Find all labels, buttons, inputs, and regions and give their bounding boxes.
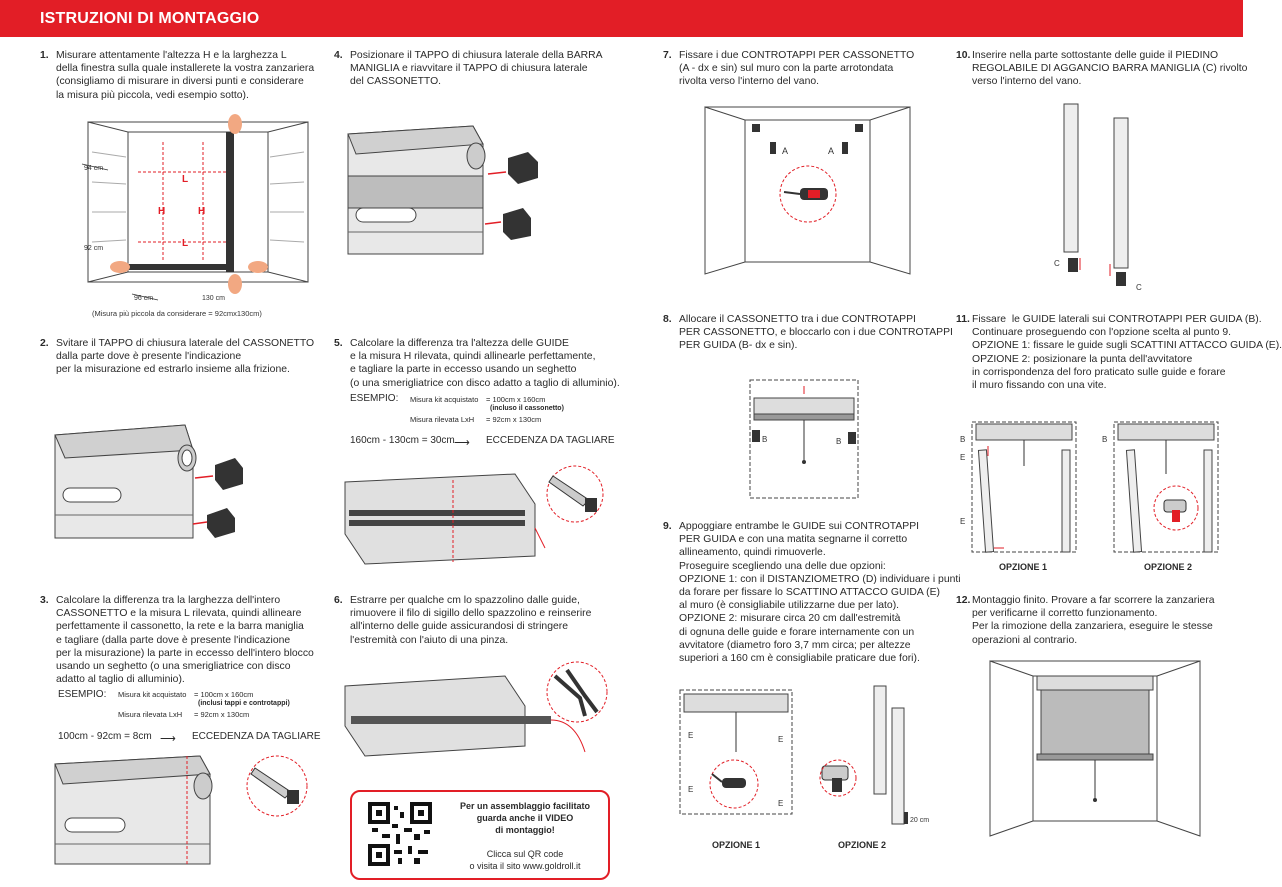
qr-text bbox=[450, 800, 600, 872]
label-e-3: E bbox=[688, 785, 694, 794]
step-text: Fissare i due CONTROTAPPI PER CASSONETTO (A - dx e sin) sul muro con la parte arrotondata rivolta verso l'interno del vano. bbox=[679, 50, 915, 88]
label-a-right: A bbox=[828, 146, 835, 156]
example5-kit-value: = 100cm x 160cm bbox=[486, 395, 546, 404]
qr-line-1: Per un assemblaggio facilitato bbox=[459, 801, 591, 811]
label-a-left: A bbox=[782, 146, 789, 156]
guide-cut-figure bbox=[345, 464, 615, 574]
brush-pliers-figure bbox=[345, 656, 615, 776]
step-number: 4. bbox=[334, 50, 343, 61]
fig9-option2-caption: OPZIONE 2 bbox=[838, 840, 887, 850]
page-title: ISTRUZIONI DI MONTAGGIO bbox=[40, 10, 260, 27]
screwdriver-icon bbox=[712, 774, 746, 788]
wall-caps-figure bbox=[700, 102, 915, 277]
label-c-right: C bbox=[1136, 283, 1142, 292]
step-text: Fissare le GUIDE laterali sui CONTROTAPPI PER GUIDA (B). Continuare proseguendo con l'opzione scelta al punto 9. OPZIONE 1: fissare le guide sugli SCATTINI ATTACCO GUIDA (E). OPZIONE 2: posizionare la punta dell'avvitatore in corrispondenza del foro praticato sulle guide e forare il muro fissando con una vite. bbox=[972, 314, 1282, 392]
qr-code-icon[interactable] bbox=[368, 802, 432, 866]
example3-kit-label: Misura kit acquistato bbox=[118, 690, 187, 699]
label-e-bottom: E bbox=[960, 517, 966, 526]
step-text: Allocare il CASSONETTO tra i due CONTROTAPPI PER CASSONETTO, e bloccarlo con i due CONTROTAPPI PER GUIDA (B- dx e sin). bbox=[679, 314, 953, 352]
example3-calc: 100cm - 92cm = 8cm bbox=[58, 731, 152, 742]
step-number: 12. bbox=[956, 595, 971, 606]
step-number: 7. bbox=[663, 50, 672, 61]
example3-result: ECCEDENZA DA TAGLIARE bbox=[192, 731, 321, 742]
measure-left: 92 cm bbox=[84, 245, 104, 252]
step-text: Posizionare il TAPPO di chiusura laterale della BARRA MANIGLIA e riavvitare il TAPPO di chiusura laterale del CASSONETTO. bbox=[350, 50, 603, 88]
step-number: 5. bbox=[334, 338, 343, 349]
example3-kit-value: = 100cm x 160cm bbox=[194, 690, 254, 699]
example5-meas-label: Misura rilevata LxH bbox=[410, 415, 475, 424]
window-measure-figure bbox=[78, 112, 318, 332]
example3-meas-value: = 92cm x 130cm bbox=[194, 710, 250, 719]
fig11-option2-caption: OPZIONE 2 bbox=[1144, 562, 1193, 572]
label-e-2: E bbox=[778, 735, 784, 744]
example5-title: ESEMPIO: bbox=[350, 393, 399, 404]
example5-meas-value: = 92cm x 130cm bbox=[486, 415, 542, 424]
step-text: Estrarre per qualche cm lo spazzolino dalle guide, rimuovere il filo di sigillo dello spazzolino e reinserire all'interno delle guide assicurandosi di stringere l'estremità con l'aiuto di una pinza. bbox=[350, 595, 592, 646]
example5-result: ECCEDENZA DA TAGLIARE bbox=[486, 435, 615, 446]
step-text: Misurare attentamente l'altezza H e la larghezza L della finestra sulla quale installerete la vostra zanzariera (consigliamo di misurare in diversi punti e considerare la misura più piccola, vedi esempio sotto). bbox=[56, 50, 315, 101]
step-number: 9. bbox=[663, 521, 672, 532]
option2-drill-figure bbox=[818, 682, 943, 832]
qr-line-3: di montaggio! bbox=[495, 825, 555, 835]
qr-banner[interactable] bbox=[350, 790, 610, 880]
step-number: 6. bbox=[334, 595, 343, 606]
step-text: Appoggiare entrambe le GUIDE sui CONTROTAPPI PER GUIDA e con una matita segnarne il corretto allineamento, quindi rimuoverle. Proseguire scegliendo una delle due opzioni: OPZIONE 1: con il DISTANZIOMETRO (D) individuare i punti da forare per fissare lo SCATTINO ATTACCO GUIDA (E) al muro (è consigliabile utilizzarne due per lato). OPZIONE 2: misurare circa 20 cm dall'estremità di ognuna delle guide e forare internamente con un avvitatore (diametro foro 3,7 mm circa; per altezze superiori a 160 cm è consigliabile praticare due fori). bbox=[679, 521, 961, 665]
drill-icon bbox=[822, 766, 848, 792]
screwdriver-icon bbox=[784, 188, 828, 200]
cassette-cap-figure bbox=[55, 420, 265, 545]
step-number: 11. bbox=[956, 314, 970, 325]
cassette-cut-figure bbox=[55, 752, 315, 867]
example3-kit-note: (inclusi tappi e controtappi) bbox=[198, 700, 290, 707]
arrow-right-icon: ⟶ bbox=[160, 733, 176, 745]
step-text: Inserire nella parte sottostante delle guide il PIEDINO REGOLABILE DI AGGANCIO BARRA MANIGLIA (C) rivolto verso l'interno del vano. bbox=[972, 50, 1248, 88]
label-b: B bbox=[1102, 435, 1108, 444]
label-b-right: B bbox=[836, 437, 842, 446]
step-text: Calcolare la differenza tra la larghezza dell'intero CASSONETTO e la misura L rilevata, quindi allineare perfettamente il cassonetto, la rete e la barra maniglia e tagliare (dalla parte dove è presente l'indicazione per la misurazione) la parte in eccesso dell'intero blocco usando un seghetto (o una smerigliatrice con disco adatto al taglio di alluminio). bbox=[56, 595, 314, 686]
step-text: Svitare il TAPPO di chiusura laterale del CASSONETTO dalla parte dove è presente l'indicazione per la misurazione ed estrarlo insieme alla frizione. bbox=[56, 338, 315, 376]
label-e-1: E bbox=[688, 731, 694, 740]
measure-bottom-right: 130 cm bbox=[202, 295, 225, 302]
measure-bottom-left: 96 cm bbox=[134, 295, 154, 302]
measure-top-left: 94 cm bbox=[84, 165, 104, 172]
label-b: B bbox=[960, 435, 966, 444]
label-l-bottom: L bbox=[182, 238, 189, 249]
label-e-top: E bbox=[960, 453, 966, 462]
label-c-left: C bbox=[1054, 259, 1060, 268]
label-h-right: H bbox=[198, 206, 206, 217]
qr-line-5[interactable]: o visita il sito www.goldroll.it bbox=[469, 861, 581, 871]
example5-kit-label: Misura kit acquistato bbox=[410, 395, 479, 404]
step-number: 8. bbox=[663, 314, 672, 325]
option1-drill-figure bbox=[672, 682, 802, 822]
measure-20cm: 20 cm bbox=[910, 817, 930, 824]
label-h-left: H bbox=[158, 206, 166, 217]
step-number: 10. bbox=[956, 50, 971, 61]
guide-foot-figure bbox=[1050, 100, 1160, 295]
example5-kit-note: (incluso il cassonetto) bbox=[490, 405, 564, 412]
step-number: 2. bbox=[40, 338, 49, 349]
step-text: Calcolare la differenza tra l'altezza delle GUIDE e la misura H rilevata, quindi allinearle perfettamente, e tagliare la parte in eccesso usando un seghetto (o una smerigliatrice con disco adatto a taglio di alluminio). bbox=[350, 338, 620, 389]
label-e-4: E bbox=[778, 799, 784, 808]
measure-note: (Misura più piccola da considerare = 92cmx130cm) bbox=[92, 309, 262, 318]
handle-cap-figure bbox=[348, 122, 558, 257]
example3-title: ESEMPIO: bbox=[58, 689, 107, 700]
guide-fixing-option1-figure bbox=[958, 416, 1083, 561]
step-text: Montaggio finito. Provare a far scorrere la zanzariera per verificarne il corretto funzionamento. Per la rimozione della zanzariera, eseguire le stesse operazioni al contrario. bbox=[972, 595, 1215, 646]
finished-window-figure bbox=[985, 656, 1205, 841]
step-number: 3. bbox=[40, 595, 49, 606]
cassette-placement-figure bbox=[740, 372, 870, 502]
qr-line-2: guarda anche il VIDEO bbox=[476, 813, 574, 823]
example3-meas-label: Misura rilevata LxH bbox=[118, 710, 183, 719]
example5-calc: 160cm - 130cm = 30cm bbox=[350, 435, 455, 446]
step-number: 1. bbox=[40, 50, 49, 61]
fig9-option1-caption: OPZIONE 1 bbox=[712, 840, 761, 850]
qr-line-4: Clicca sul QR code bbox=[486, 849, 564, 859]
arrow-right-icon: ⟶ bbox=[454, 437, 470, 449]
drill-icon bbox=[1164, 500, 1186, 522]
guide-fixing-option2-figure bbox=[1100, 416, 1225, 561]
page-header bbox=[0, 0, 1243, 37]
label-b-left: B bbox=[762, 435, 768, 444]
label-l-top: L bbox=[182, 174, 189, 185]
fig11-option1-caption: OPZIONE 1 bbox=[999, 562, 1048, 572]
